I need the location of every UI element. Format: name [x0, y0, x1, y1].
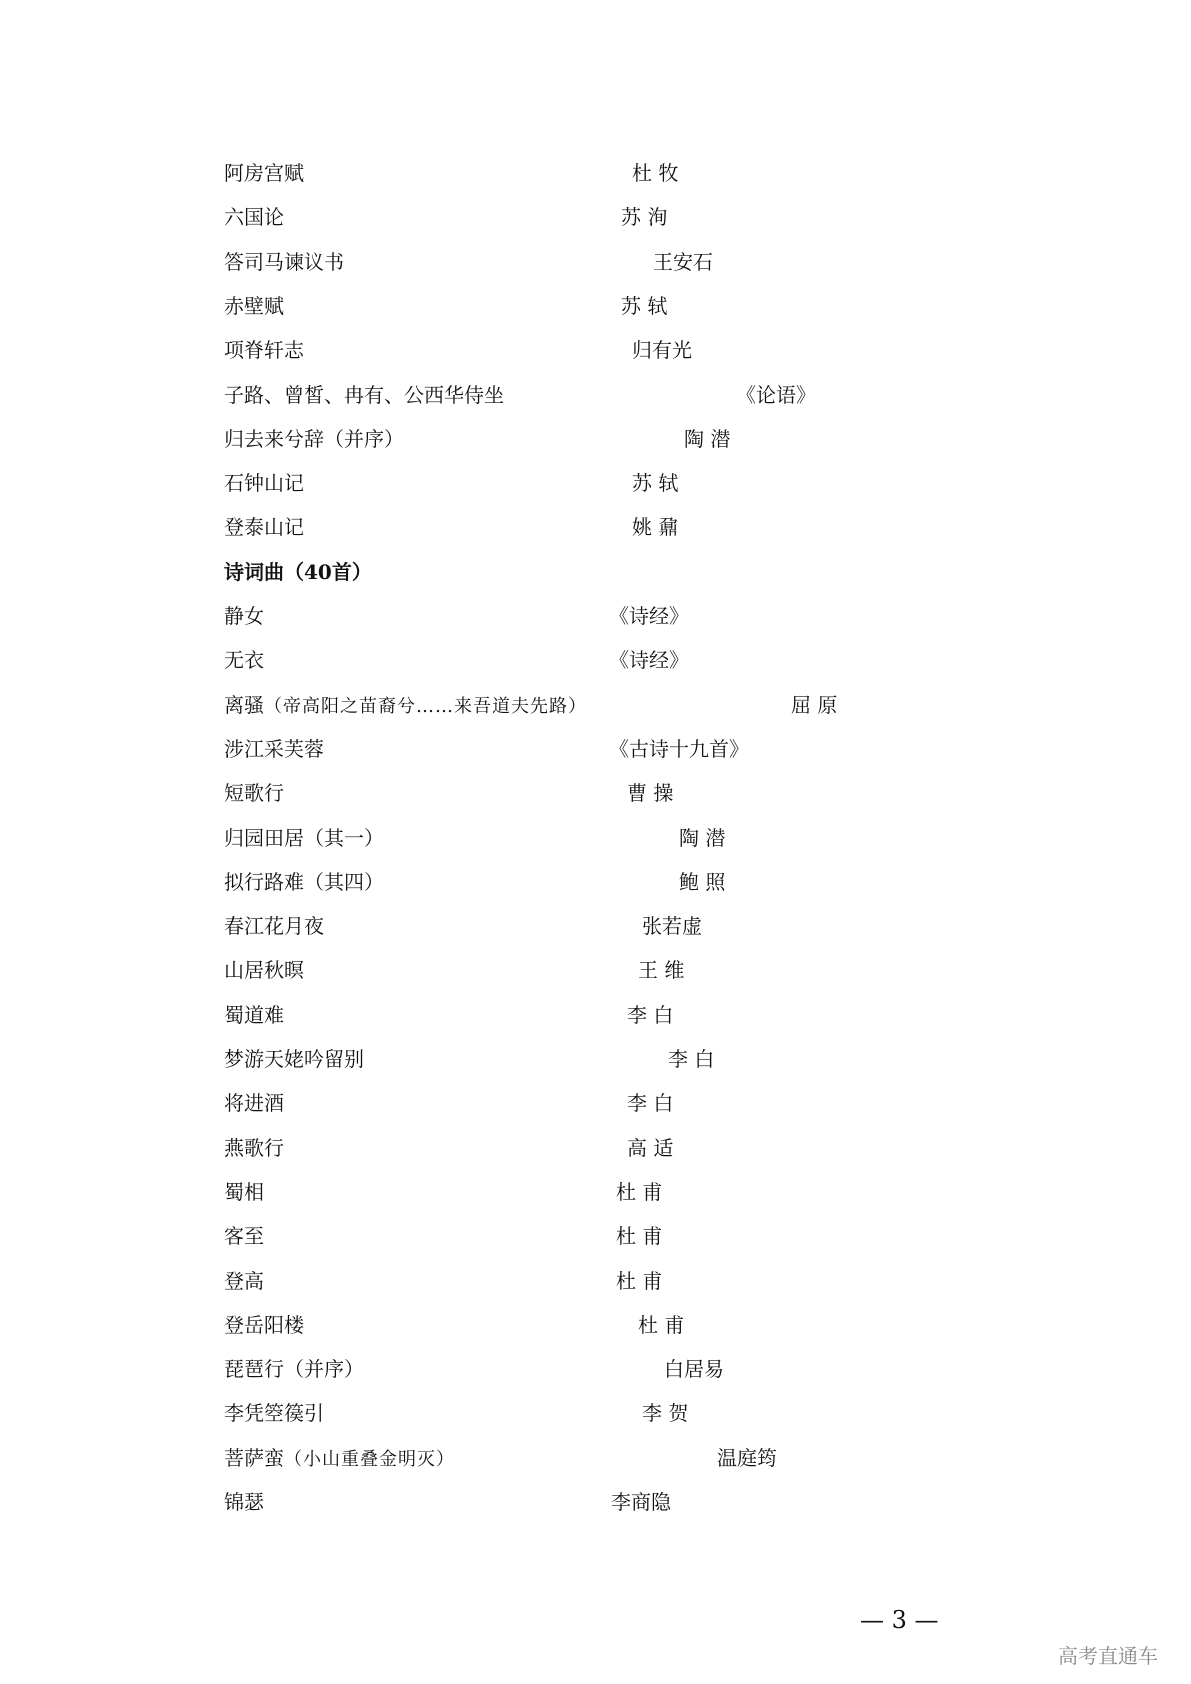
work-title	[224, 602, 264, 630]
author: 杜 甫	[616, 1224, 663, 1249]
author: 李 贺	[642, 1401, 689, 1426]
title-text: 无衣	[224, 648, 264, 673]
list-item	[0, 469, 1191, 497]
title-text: 蜀相	[224, 1179, 264, 1204]
list-item	[0, 1045, 1191, 1073]
author: 苏 轼	[621, 293, 668, 318]
title-text: 短歌行	[224, 781, 284, 806]
title-text: 离骚	[224, 692, 264, 717]
list-item	[0, 912, 1191, 940]
title-text: 锦瑟	[224, 1490, 264, 1514]
work-title	[224, 1444, 455, 1474]
work-title	[224, 691, 587, 721]
work-title	[224, 868, 384, 896]
list-item	[0, 779, 1191, 807]
title-text: 蜀道难	[224, 1002, 284, 1027]
author: 《古诗十九首》	[609, 736, 749, 761]
title-text: 琵琶行（并序）	[224, 1357, 364, 1382]
title-text: 石钟山记	[224, 471, 304, 496]
author: 王 维	[638, 958, 685, 983]
work-title	[224, 779, 284, 807]
list-item	[0, 425, 1191, 453]
work-title	[224, 1222, 264, 1250]
author: 陶 潜	[679, 825, 726, 850]
title-text: 项脊轩志	[224, 338, 304, 363]
author: 苏 洵	[621, 205, 668, 230]
section-heading: 诗词曲（40首）	[224, 559, 372, 584]
work-title	[224, 1399, 324, 1427]
list-item	[0, 1444, 1191, 1472]
author: 归有光	[632, 338, 692, 363]
author: 王安石	[653, 249, 713, 274]
title-text: 山居秋暝	[224, 958, 304, 983]
work-title	[224, 646, 264, 674]
work-title	[224, 292, 284, 320]
work-title	[224, 248, 344, 276]
title-note: （帝高阳之苗裔兮……来吾道夫先路）	[264, 695, 587, 717]
title-text: 登岳阳楼	[224, 1312, 304, 1337]
list-item	[0, 1089, 1191, 1117]
author: 《诗经》	[609, 604, 689, 628]
list-item	[0, 691, 1191, 719]
work-title	[224, 513, 304, 541]
author: 李 白	[668, 1047, 715, 1071]
list-item	[0, 336, 1191, 364]
title-text: 客至	[224, 1224, 264, 1249]
work-title	[224, 912, 324, 940]
author: 李商隐	[611, 1490, 671, 1514]
title-text: 登高	[224, 1268, 264, 1293]
work-title	[224, 1089, 284, 1117]
author: 杜 甫	[638, 1312, 685, 1337]
work-title	[224, 159, 304, 187]
title-text: 拟行路难（其四）	[224, 869, 384, 894]
author: 屈 原	[791, 692, 838, 717]
author: 《诗经》	[609, 648, 689, 673]
title-text: 春江花月夜	[224, 914, 324, 939]
list-item	[0, 203, 1191, 231]
list-item	[0, 292, 1191, 320]
work-title	[224, 336, 304, 364]
author: 杜 甫	[616, 1268, 663, 1293]
list-item	[0, 646, 1191, 674]
author: 张若虚	[642, 914, 702, 939]
work-title	[224, 1134, 284, 1162]
title-text: 归园田居（其一）	[224, 825, 384, 850]
list-item	[0, 1222, 1191, 1250]
list-item	[0, 1488, 1191, 1516]
list-item	[0, 1311, 1191, 1339]
list-item	[0, 735, 1191, 763]
list-item	[0, 1399, 1191, 1427]
list-item	[0, 956, 1191, 984]
author: 杜 牧	[632, 161, 679, 185]
title-text: 菩萨蛮	[224, 1445, 284, 1470]
author: 苏 轼	[632, 471, 679, 496]
title-text: 子路、曾皙、冉有、公西华侍坐	[224, 382, 504, 407]
author: 温庭筠	[717, 1445, 777, 1470]
list-item	[0, 602, 1191, 630]
author: 曹 操	[627, 781, 674, 806]
work-title	[224, 1267, 264, 1295]
author: 李 白	[627, 1091, 674, 1116]
work-title	[224, 1001, 284, 1029]
list-item	[0, 248, 1191, 276]
title-text: 静女	[224, 604, 264, 628]
author: 姚 鼐	[632, 515, 679, 540]
list-item	[0, 868, 1191, 896]
list-item	[0, 381, 1191, 409]
author: 高 适	[627, 1135, 674, 1160]
work-title	[224, 956, 304, 984]
title-text: 赤壁赋	[224, 293, 284, 318]
work-title	[224, 469, 304, 497]
list-item	[0, 1134, 1191, 1162]
author: 杜 甫	[616, 1179, 663, 1204]
work-title	[224, 1488, 264, 1516]
title-text: 登泰山记	[224, 515, 304, 540]
work-title	[224, 1045, 364, 1073]
work-title	[224, 1311, 304, 1339]
page-number: — 3 —	[860, 1606, 939, 1634]
work-title	[224, 1355, 364, 1383]
author: 白居易	[664, 1357, 724, 1382]
author: 《论语》	[736, 382, 816, 407]
title-text: 答司马谏议书	[224, 249, 344, 274]
title-text: 阿房宫赋	[224, 161, 304, 185]
list-item	[0, 159, 1191, 187]
title-text: 将进酒	[224, 1091, 284, 1116]
author: 陶 潜	[684, 426, 731, 451]
work-title	[224, 824, 384, 852]
title-text: 李凭箜篌引	[224, 1401, 324, 1426]
list-item	[0, 1001, 1191, 1029]
title-text: 燕歌行	[224, 1135, 284, 1160]
title-text: 涉江采芙蓉	[224, 736, 324, 761]
title-note: （小山重叠金明灭）	[284, 1448, 455, 1470]
author: 李 白	[627, 1002, 674, 1027]
work-title	[224, 203, 284, 231]
list-item	[0, 824, 1191, 852]
work-title	[224, 1178, 264, 1206]
watermark: 高考直通车	[1058, 1644, 1158, 1668]
work-title	[224, 735, 324, 763]
title-text: 梦游天姥吟留别	[224, 1047, 364, 1071]
title-text: 六国论	[224, 205, 284, 230]
list-item	[0, 513, 1191, 541]
title-text: 归去来兮辞（并序）	[224, 426, 404, 451]
list-item	[0, 1178, 1191, 1206]
work-title	[224, 425, 404, 453]
author: 鲍 照	[679, 869, 726, 894]
work-title	[224, 381, 504, 409]
list-item	[0, 1267, 1191, 1295]
list-item	[0, 1355, 1191, 1383]
